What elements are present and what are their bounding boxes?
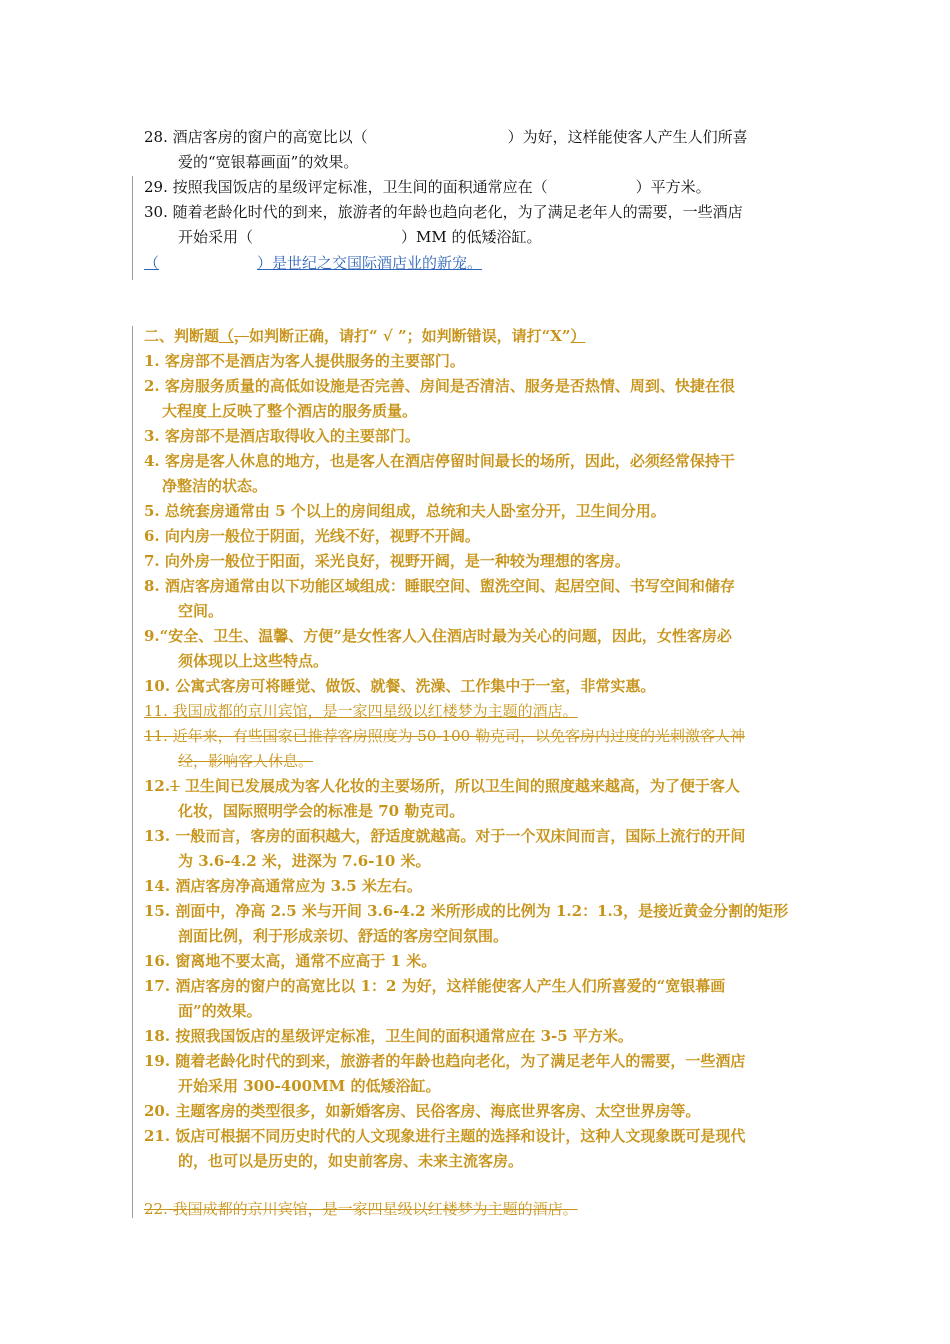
section-two-heading xyxy=(144,326,586,346)
tf-item-8 xyxy=(144,576,735,596)
question-text: ）为好，这样能使客人产生人们所喜 xyxy=(507,128,748,146)
tf-item-17 xyxy=(144,976,725,996)
item-text: 客房服务质量的高低如设施是否完善、房间是否清洁、服务是否热情、周到、快捷在很 xyxy=(164,377,735,395)
item-number: 6. xyxy=(144,527,160,545)
inserted-mark: ） xyxy=(570,327,586,345)
question-29 xyxy=(144,177,711,197)
tf-item-4-cont xyxy=(162,476,267,496)
item-text: 窗离地不要太高，通常不应高于 1 米。 xyxy=(175,952,437,970)
tf-item-6 xyxy=(144,526,480,546)
item-text: 客房部不是酒店为客人提供服务的主要部门。 xyxy=(164,352,465,370)
item-text: 公寓式客房可将睡觉、做饭、就餐、洗澡、工作集中于一室，非常实惠。 xyxy=(175,677,656,695)
question-30-cont xyxy=(178,227,542,247)
tf-item-5 xyxy=(144,501,666,521)
change-bar-main xyxy=(132,326,133,1218)
item-number: 5. xyxy=(144,502,160,520)
answer-blank[interactable] xyxy=(159,253,257,273)
tf-item-15 xyxy=(144,901,788,921)
question-text: 按照我国饭店的星级评定标准，卫生间的面积通常应在（ xyxy=(172,178,548,196)
item-text: 随着老龄化时代的到来，旅游者的年龄也趋向老化，为了满足老年人的需要，一些酒店 xyxy=(175,1052,746,1070)
deleted-item-11 xyxy=(144,726,745,746)
question-text: ）是世纪之交国际酒店业的新宠。 xyxy=(257,254,483,272)
tf-item-2 xyxy=(144,376,735,396)
item-text: 主题客房的类型很多，如新婚客房、民俗客房、海底世界客房、太空世界房等。 xyxy=(175,1102,701,1120)
change-bar-top xyxy=(132,176,133,280)
deleted-item-22 xyxy=(144,1199,578,1219)
question-text: 酒店客房的窗户的高宽比以（ xyxy=(172,128,368,146)
question-text: 开始采用（ xyxy=(178,228,254,246)
item-text: 空间。 xyxy=(178,602,224,620)
tf-item-16 xyxy=(144,951,436,971)
item-text: 为 3.6-4.2 米，进深为 7.6-10 米。 xyxy=(178,852,431,870)
item-number: 21. xyxy=(144,1127,171,1145)
item-text: 酒店客房的窗户的高宽比以 1：2 为好，这样能使客人产生人们所喜爱的“宽银幕画 xyxy=(175,977,726,995)
tf-item-13 xyxy=(144,826,745,846)
tf-item-9 xyxy=(144,626,732,646)
item-text: 按照我国饭店的星级评定标准，卫生间的面积通常应在 3-5 平方米。 xyxy=(175,1027,633,1045)
tf-item-17-cont xyxy=(178,1001,262,1021)
section-instructions: 如判断正确，请打“ √ ”；如判断错误，请打“X” xyxy=(249,327,571,345)
item-text: 客房是客人休息的地方，也是客人在酒店停留时间最长的场所，因此，必须经常保持干 xyxy=(164,452,735,470)
inserted-item-11 xyxy=(144,701,578,721)
item-text: 须体现以上这些特点。 xyxy=(178,652,329,670)
tf-item-19-cont xyxy=(178,1076,441,1096)
section-title: 二、判断题 xyxy=(144,327,220,345)
question-number: 29. xyxy=(144,178,168,196)
item-text: 大程度上反映了整个酒店的服务质量。 xyxy=(162,402,418,420)
item-text: 经，影响客人休息。 xyxy=(178,752,314,770)
question-text: （ xyxy=(144,254,160,272)
item-text: 11. 近年来，有些国家已推荐客房照度为 50-100 勒克司，以免客房内过度的光刺激客人神 xyxy=(144,727,745,745)
item-text: 化妆，国际照明学会的标准是 70 勒克司。 xyxy=(178,802,465,820)
item-number: 18. xyxy=(144,1027,171,1045)
item-number: 3. xyxy=(144,427,160,445)
item-number: 19. xyxy=(144,1052,171,1070)
item-text: 开始采用 300-400MM 的低矮浴缸。 xyxy=(178,1077,441,1095)
tf-item-21-cont xyxy=(178,1151,523,1171)
question-text: ）MM 的低矮浴缸。 xyxy=(401,228,542,246)
deleted-item-11-cont xyxy=(178,751,313,771)
item-number: 2. xyxy=(144,377,160,395)
tf-item-4 xyxy=(144,451,735,471)
item-text: 饭店可根据不同历史时代的人文现象进行主题的选择和设计，这种人文现象既可是现代 xyxy=(175,1127,746,1145)
item-text: 卫生间已发展成为客人化妆的主要场所，所以卫生间的照度越来越高，为了便于客人 xyxy=(184,777,740,795)
tf-item-7 xyxy=(144,551,630,571)
item-text: 一般而言，客房的面积越大，舒适度就越高。对于一个双床间而言，国际上流行的开间 xyxy=(175,827,746,845)
item-number: 16. xyxy=(144,952,171,970)
item-text: 剖面比例，利于形成亲切、舒适的客房空间氛围。 xyxy=(178,927,509,945)
tf-item-1 xyxy=(144,351,465,371)
inserted-question xyxy=(144,253,482,273)
question-text: 随着老龄化时代的到来，旅游者的年龄也趋向老化，为了满足老年人的需要，一些酒店 xyxy=(172,203,743,221)
item-number: 12. xyxy=(144,777,171,795)
tf-item-8-cont xyxy=(178,601,223,621)
question-text: 爱的“宽银幕画面”的效果。 xyxy=(178,153,359,171)
item-number: 1. xyxy=(144,352,160,370)
item-number: 4. xyxy=(144,452,160,470)
item-text: 客房部不是酒店取得收入的主要部门。 xyxy=(164,427,420,445)
deleted-mark: 1 xyxy=(170,777,180,795)
item-text: 净整洁的状态。 xyxy=(162,477,268,495)
item-text: 剖面中，净高 2.5 米与开间 3.6-4.2 米所形成的比例为 1.2：1.3，是接近黄金分割的矩形 xyxy=(175,902,789,920)
item-number: 8. xyxy=(144,577,160,595)
item-text: 11. 我国成都的京川宾馆，是一家四星级以红楼梦为主题的酒店。 xyxy=(144,702,578,720)
tf-item-21 xyxy=(144,1126,745,1146)
item-text: “安全、卫生、温馨、方便”是女性客人入住酒店时最为关心的问题，因此，女性客房必 xyxy=(159,627,732,645)
item-text: 总统套房通常由 5 个以上的房间组成，总统和夫人卧室分开，卫生间分用。 xyxy=(164,502,666,520)
item-number: 14. xyxy=(144,877,171,895)
tf-item-20 xyxy=(144,1101,700,1121)
deleted-mark: ， xyxy=(234,327,250,345)
item-text: 向外房一般位于阳面，采光良好，视野开阔，是一种较为理想的客房。 xyxy=(164,552,630,570)
item-text: 酒店客房通常由以下功能区域组成：睡眠空间、盥洗空间、起居空间、书写空间和储存 xyxy=(164,577,735,595)
tf-item-12 xyxy=(144,776,740,796)
item-text: 面”的效果。 xyxy=(178,1002,262,1020)
tf-item-10 xyxy=(144,676,655,696)
question-text: ）平方米。 xyxy=(635,178,711,196)
item-number: 20. xyxy=(144,1102,171,1120)
tf-item-18 xyxy=(144,1026,633,1046)
item-number: 9. xyxy=(144,627,160,645)
tf-item-9-cont xyxy=(178,651,328,671)
tf-item-3 xyxy=(144,426,420,446)
item-text: 酒店客房净高通常应为 3.5 米左右。 xyxy=(175,877,422,895)
item-number: 15. xyxy=(144,902,171,920)
question-number: 30. xyxy=(144,203,168,221)
tf-item-12-cont xyxy=(178,801,464,821)
item-number: 7. xyxy=(144,552,160,570)
item-text: 的，也可以是历史的，如史前客房、未来主流客房。 xyxy=(178,1152,524,1170)
question-28-cont xyxy=(178,152,358,172)
tf-item-2-cont xyxy=(162,401,417,421)
question-30 xyxy=(144,202,743,222)
tf-item-13-cont xyxy=(178,851,431,871)
item-text: 向内房一般位于阴面，光线不好，视野不开阔。 xyxy=(164,527,480,545)
question-number: 28. xyxy=(144,128,168,146)
inserted-mark: （ xyxy=(219,327,235,345)
tf-item-15-cont xyxy=(178,926,508,946)
tf-item-19 xyxy=(144,1051,745,1071)
item-text: 22. 我国成都的京川宾馆，是一家四星级以红楼梦为主题的酒店。 xyxy=(144,1200,578,1218)
item-number: 13. xyxy=(144,827,171,845)
item-number: 10. xyxy=(144,677,171,695)
question-28 xyxy=(144,127,748,147)
item-number: 17. xyxy=(144,977,171,995)
tf-item-14 xyxy=(144,876,422,896)
